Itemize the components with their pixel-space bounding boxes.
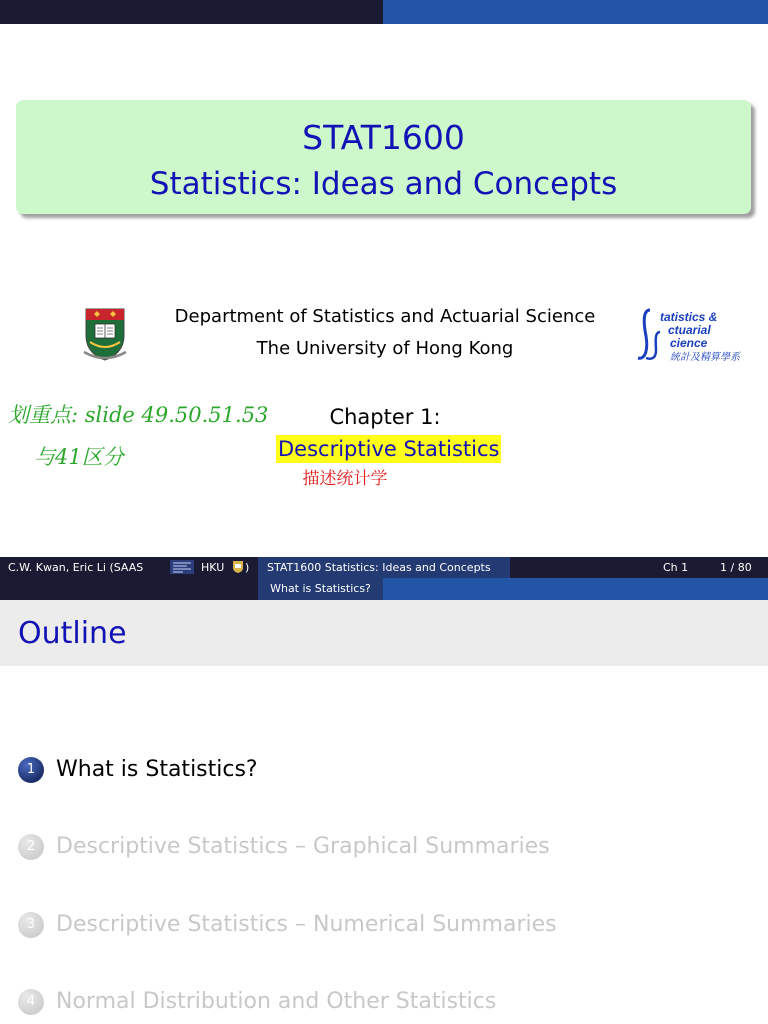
saas-logo-line3: cience — [670, 336, 708, 350]
outline-item-label: What is Statistics? — [56, 757, 258, 782]
footer-paren: ) — [245, 561, 250, 574]
section-bar-left — [0, 578, 258, 600]
chapter-title-highlighted: Descriptive Statistics — [278, 437, 500, 461]
outline-item-label: Descriptive Statistics – Numerical Summaries — [56, 912, 557, 937]
footer-chapter: Ch 1 — [663, 561, 689, 574]
hku-mini-crest-icon — [233, 561, 243, 573]
footer-university-short: HKU — [201, 561, 225, 574]
course-code-title: STAT1600 — [302, 118, 465, 157]
saas-logo-line2: ctuarial — [668, 323, 711, 337]
top-bar-dark — [0, 0, 383, 24]
footer-authors: C.W. Kwan, Eric Li (SAAS — [8, 561, 144, 574]
saas-logo-icon — [634, 306, 754, 364]
outline-number-badge: 1 — [18, 757, 44, 783]
top-bar-blue — [383, 0, 768, 24]
outline-title: Outline — [18, 616, 127, 651]
chapter-subtitle-chinese: 描述统计学 — [302, 469, 388, 489]
footer-course: STAT1600 Statistics: Ideas and Concepts — [267, 561, 491, 574]
outline-number-badge: 2 — [18, 834, 44, 860]
outline-number-badge: 3 — [18, 912, 44, 938]
section-current-label[interactable]: What is Statistics? — [270, 582, 371, 595]
course-name-title: Statistics: Ideas and Concepts — [149, 166, 618, 202]
handwritten-note-line1: 划重点: slide 49.50.51.53 — [8, 403, 269, 427]
saas-logo-chinese: 統計及精算學系 — [670, 352, 740, 363]
footer-page-number: 1 / 80 — [720, 561, 752, 574]
university-name: The University of Hong Kong — [256, 338, 514, 359]
saas-mini-logo-icon — [170, 560, 194, 574]
outline-item-label: Descriptive Statistics – Graphical Summaries — [56, 834, 550, 859]
outline-item-label: Normal Distribution and Other Statistics — [56, 989, 497, 1014]
handwritten-note-line2: 与41区分 — [34, 445, 124, 469]
section-bar-right — [383, 578, 768, 600]
chapter-label: Chapter 1: — [329, 405, 441, 429]
outline-number-badge: 4 — [18, 989, 44, 1015]
title-box — [16, 100, 751, 214]
department-name: Department of Statistics and Actuarial Science — [174, 306, 596, 327]
saas-logo-line1: tatistics & — [660, 310, 718, 324]
hku-crest-icon — [82, 306, 128, 362]
